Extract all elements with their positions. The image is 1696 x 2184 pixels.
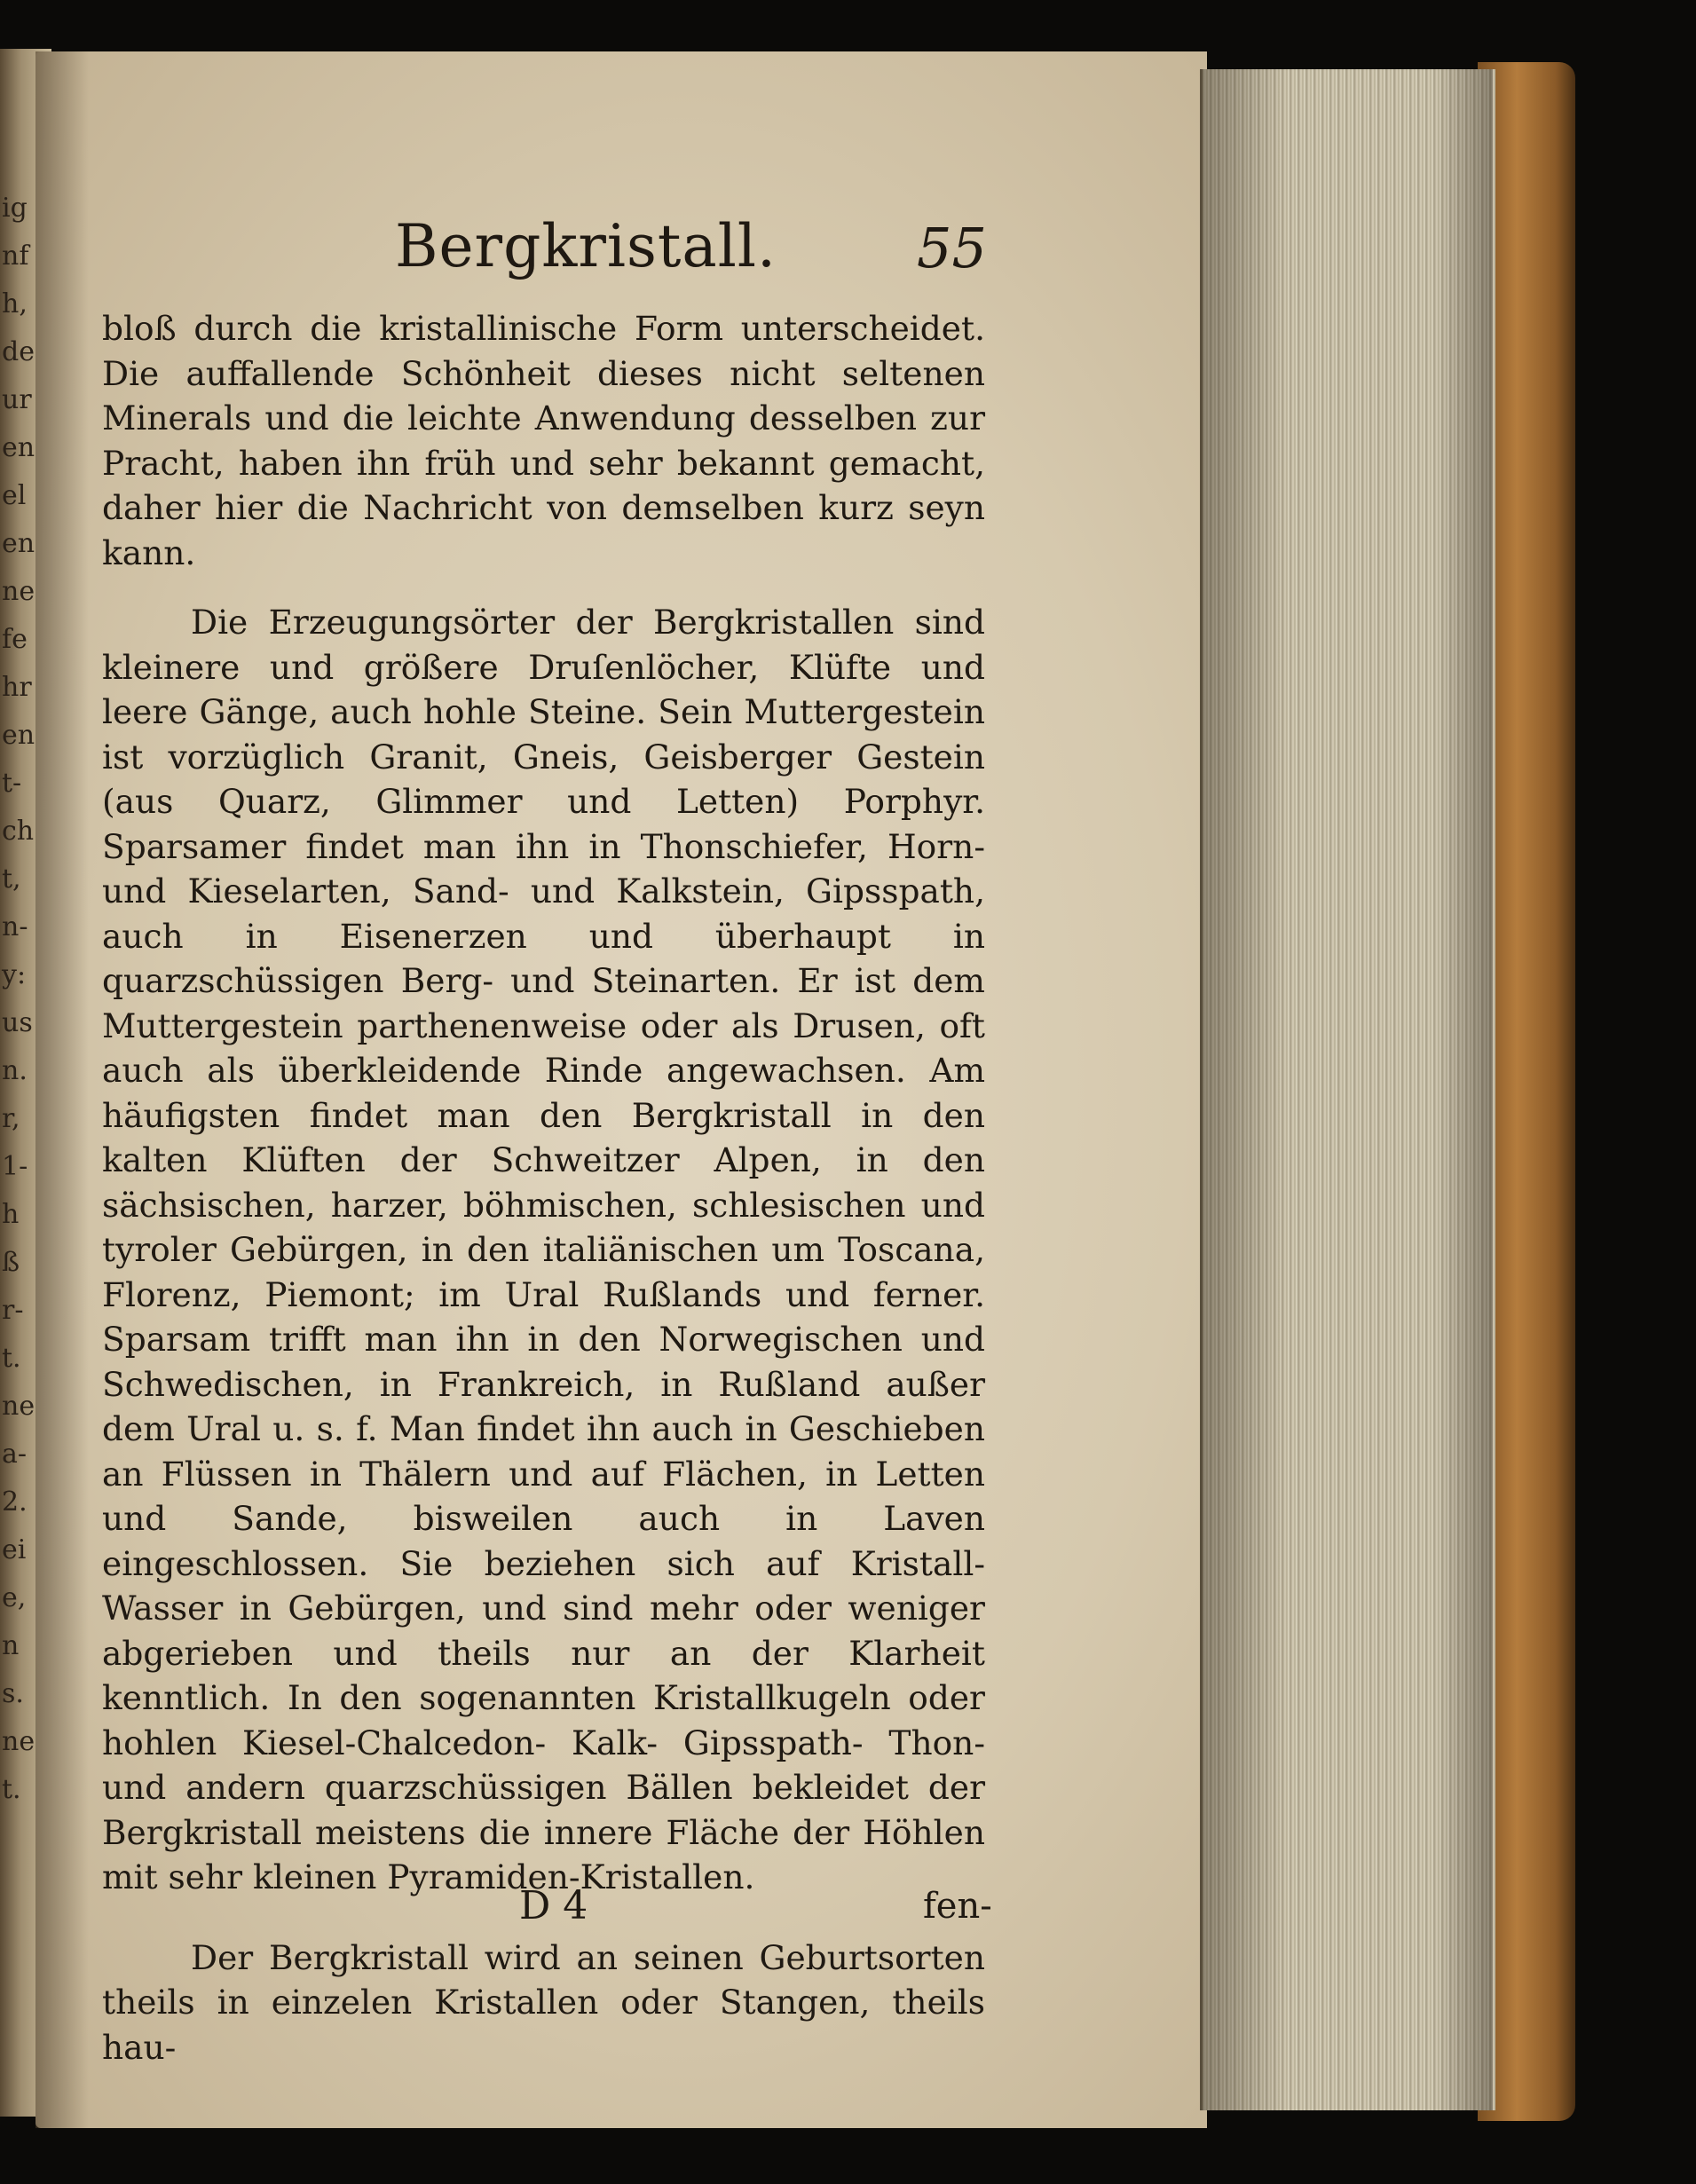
left-page-fragment-text: en [2,528,35,559]
body-text [102,306,985,2070]
left-page-fragment-text: n [2,1630,20,1661]
left-page-fragment-text: en [2,432,35,463]
left-page-fragment-text: ei [2,1534,27,1565]
left-page-fragment-text: us [2,1007,33,1038]
left-page-fragment-text: t- [2,768,22,799]
left-page-fragment-text: ch [2,816,35,847]
paragraph: bloß durch die kristallinische Form unterscheidet. Die auffallende Schönheit dieses nicht seltenen Minerals und die leichte Anwendung desselben zur Pracht, haben ihn früh und sehr bekannt gemacht, daher hier die Nachricht von demselben kurz seyn kann. [102,309,985,572]
left-page-fragment-text: nf [2,240,29,272]
left-page-fragment-text: t, [2,863,21,895]
left-page-fragment-text: ß [2,1247,20,1278]
left-page-fragment-text: 2. [2,1486,28,1518]
page-gutter-shadow [35,51,89,2128]
paragraph: Die Erzeugungsörter der Bergkristallen sind kleinere und größere Druſenlöcher, Klüfte und leere Gänge, auch hohle Steine. Sein Muttergestein ist vorzüglich Granit, Gneis, Geisberger Gestein (aus Quarz, Glimmer und Letten) Porphyr. Sparsamer findet man ihn in Thonschiefer, Horn- und Kieselarten, Sand- und Kalkstein, Gipsspath, auch in Eisenerzen und überhaupt in quarzschüssigen Berg- und Steinarten. Er ist dem Muttergestein parthenenweise oder als Drusen, oft auch als überkleidende Rinde angewachsen. Am häufigsten findet man den Bergkristall in den kalten Klüften der Schweitzer Alpen, in den sächsischen, harzer, böhmischen, schlesischen und tyroler Gebürgen, in den italiänischen um Toscana, Florenz, Piemont; im Ural Rußlands und ferner. Sparsam trifft man ihn in den Norwegischen und Schwedischen, in Frankreich, in Rußland außer dem Ural u. s. f. Man findet ihn auch in Geschieben an Flüssen in Thälern und auf Flächen, in Letten und Sande, bisweilen auch in Laven eingeschlossen. Sie beziehen sich auf Kristall-Wasser in Gebürgen, und sind mehr oder weniger abgerieben und theils nur an der Klarheit kenntlich. In den sogenannten Kristallkugeln oder hohlen Kiesel-Chalcedon- Kalk- Gipsspath- Thon- und andern quarzschüssigen Bällen bekleidet der Bergkristall meistens die innere Fläche der Höhlen mit sehr kleinen Pyramiden-Kristallen. [102,603,985,1896]
left-page-fragment-text: 1- [2,1151,28,1182]
left-page-fragment-text: r, [2,1103,20,1134]
left-page-fragment-text: n. [2,1055,28,1086]
signature-mark: D 4 [519,1883,588,1928]
page-number: 55 [917,216,987,280]
catchword: fen- [923,1886,992,1927]
left-page-fragment-text: s. [2,1678,24,1709]
left-page-fragment-text: en [2,720,35,751]
left-page-fragment-text: e, [2,1582,27,1613]
left-page-fragment-text: t. [2,1774,21,1805]
paragraph: Der Bergkristall wird an seinen Geburtsorten theils in einzelen Kristallen oder Stangen, theils hau- [102,1937,985,2067]
left-page-fragment-text: fe [2,624,28,655]
left-page-fragment-text: hr [2,672,32,703]
left-page-fragment-text: t. [2,1343,21,1374]
left-page-fragment-text: ne [2,1726,35,1757]
fore-edge-shadow [1200,69,1493,2110]
left-page-fragment-text: de [2,336,35,367]
left-page-fragment-text: ne [2,576,35,607]
left-page-fragment-text: h, [2,288,28,319]
left-page-fragment-text: ig [2,193,28,224]
left-page-fragment-text: h [2,1199,20,1230]
left-page-fragment-text: ur [2,384,32,415]
left-page-fragment-text: a- [2,1439,28,1470]
left-page-fragment-text: r- [2,1295,24,1326]
left-page-fragment-text: y: [2,959,27,990]
running-title: Bergkristall. [395,212,777,280]
left-page-fragment-text: ne [2,1391,35,1422]
left-page-fragment-text: n- [2,911,28,942]
left-page-fragment-text: el [2,480,27,511]
